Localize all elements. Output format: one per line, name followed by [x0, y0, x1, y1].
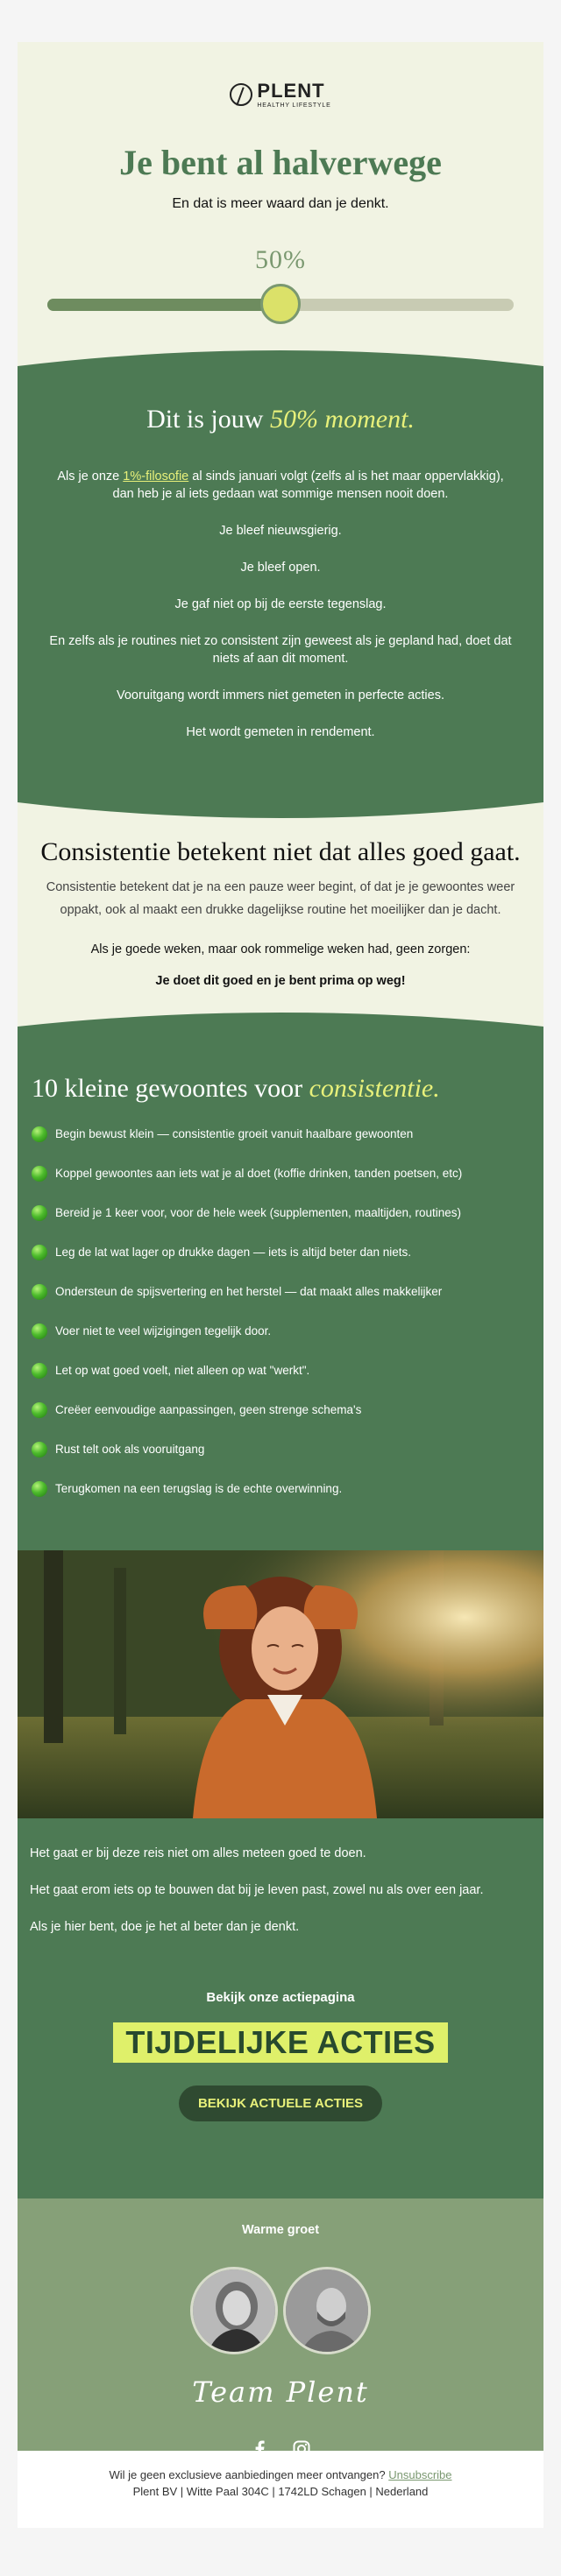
- outro-section: [18, 1818, 543, 2198]
- green-dot-icon: [32, 1402, 47, 1418]
- instagram-icon[interactable]: [293, 2440, 310, 2458]
- habit-text: Rust telt ook als vooruitgang: [55, 1443, 205, 1456]
- green-dot-icon: [32, 1205, 47, 1221]
- green-dot-icon: [32, 1481, 47, 1497]
- avatar: [190, 2267, 278, 2354]
- moment-title-plain: Dit is jouw: [146, 405, 264, 434]
- habits-title: [32, 1074, 529, 1104]
- list-item: [32, 1469, 529, 1508]
- progress-slider: [47, 284, 514, 324]
- outro-paragraph: Het gaat er bij deze reis niet om alles meteen goed te doen.: [30, 1846, 366, 1860]
- list-item: [32, 1390, 529, 1429]
- list-item: [32, 1351, 529, 1390]
- list-item: [32, 1429, 529, 1469]
- habit-text: Koppel gewoontes aan iets wat je al doet (koffie drinken, tanden poetsen, etc): [55, 1167, 463, 1180]
- green-dot-icon: [32, 1166, 47, 1182]
- divider-curve: [18, 799, 543, 825]
- habit-list: [32, 1114, 529, 1508]
- unsubscribe-link[interactable]: Unsubscribe: [388, 2468, 452, 2481]
- green-dot-icon: [32, 1245, 47, 1260]
- header-section: [18, 42, 543, 347]
- green-dot-icon: [32, 1363, 47, 1379]
- green-dot-icon: [32, 1323, 47, 1339]
- consistency-body: Consistentie betekent dat je na een pauze weer begint, of dat je je gewoontes weer oppakt, ook al maakt een drukke dagelijkse routine het moeilijker dan je dacht.: [46, 880, 515, 917]
- greeting-section: [18, 2198, 543, 2451]
- consistency-question: Als je goede weken, maar ook rommelige weken had, geen zorgen:: [90, 942, 471, 956]
- woman-in-sun-image: [18, 1550, 543, 1818]
- cta-kicker: Bekijk onze actiepagina: [206, 1990, 355, 2005]
- habits-section: [18, 1039, 543, 1550]
- logo-icon: [230, 83, 252, 106]
- list-item: [32, 1232, 529, 1272]
- habits-title-accent: consistentie.: [309, 1074, 440, 1103]
- habit-text: Voer niet te veel wijzigingen tegelijk door.: [55, 1324, 272, 1337]
- habit-text: Creëer eenvoudige aanpassingen, geen strenge schema's: [55, 1403, 362, 1416]
- habit-text: Let op wat goed voelt, niet alleen op wat "werkt".: [55, 1364, 310, 1377]
- list-item: [32, 1272, 529, 1311]
- progress-fill: [47, 299, 280, 311]
- moment-paragraph: En zelfs als je routines niet zo consistent zijn geweest als je gepland had, doet dat niets af aan dit moment.: [49, 634, 512, 666]
- moment-section: [18, 378, 543, 799]
- moment-paragraph: Je bleef open.: [240, 561, 321, 575]
- avatar: [283, 2267, 371, 2354]
- moment-paragraph: Je bleef nieuwsgierig.: [219, 524, 342, 538]
- moment-p1-before: Als je onze: [57, 469, 120, 483]
- footer-text: Wil je geen exclusieve aanbiedingen meer ontvangen?: [109, 2468, 386, 2481]
- divider-curve: [18, 347, 543, 378]
- team-member-photo: [286, 2269, 371, 2354]
- green-dot-icon: [32, 1284, 47, 1300]
- facebook-icon[interactable]: [251, 2440, 268, 2458]
- view-actions-button[interactable]: BEKIJK ACTUELE ACTIES: [179, 2086, 382, 2121]
- habits-title-plain: 10 kleine gewoontes voor: [32, 1074, 303, 1103]
- cta-banner[interactable]: TIJDELIJKE ACTIES: [113, 2022, 447, 2063]
- habit-text: Bereid je 1 keer voor, voor de hele week (supplementen, maaltijden, routines): [55, 1206, 462, 1219]
- footer-unsubscribe-line: [18, 2467, 543, 2483]
- list-item: [32, 1154, 529, 1193]
- team-avatars: [18, 2267, 543, 2354]
- habit-text: Begin bewust klein — consistentie groeit vanuit haalbare gewoonten: [55, 1127, 414, 1140]
- list-item: [32, 1193, 529, 1232]
- logo-tagline: HEALTHY LIFESTYLE: [257, 102, 331, 109]
- progress-knob: [260, 284, 301, 324]
- moment-title: [49, 405, 512, 434]
- list-item: [32, 1311, 529, 1351]
- outro-paragraph: Het gaat erom iets op te bouwen dat bij je leven past, zowel nu als over een jaar.: [30, 1883, 484, 1897]
- footer-address: Plent BV | Witte Paal 304C | 1742LD Schagen | Nederland: [132, 2485, 429, 2498]
- moment-paragraph: Je gaf niet op bij de eerste tegenslag.: [174, 597, 387, 611]
- outro-paragraph: Als je hier bent, doe je het al beter dan je denkt.: [30, 1920, 300, 1934]
- logo-word: PLENT: [257, 79, 325, 102]
- greeting-title: Warme groet: [241, 2223, 320, 2237]
- habit-text: Ondersteun de spijsvertering en het herstel — dat maakt alles makkelijker: [55, 1285, 443, 1298]
- consistency-emphasis: Je doet dit goed en je bent prima op weg!: [155, 974, 406, 988]
- moment-p1-after: al sinds januari volgt (zelfs al is het maar oppervlakkig), dan heb je al iets gedaan wat sommige mensen nooit doen.: [112, 469, 504, 501]
- outro-text: [18, 1818, 543, 1964]
- team-member-photo: [193, 2269, 278, 2354]
- habit-text: Terugkomen na een terugslag is de echte overwinning.: [55, 1482, 343, 1495]
- progress-label: 50%: [255, 245, 306, 274]
- moment-paragraph: [49, 468, 512, 503]
- habit-text: Leg de lat wat lager op drukke dagen — iets is altijd beter dan niets.: [55, 1246, 411, 1259]
- filosofie-link[interactable]: 1%-filosofie: [123, 469, 189, 483]
- moment-paragraph: Het wordt gemeten in rendement.: [186, 725, 375, 739]
- page-subtitle: En dat is meer waard dan je denkt.: [172, 196, 389, 211]
- moment-title-accent: 50% moment.: [269, 405, 415, 434]
- team-signature-icon: Team Plent: [192, 2375, 369, 2409]
- list-item: [32, 1114, 529, 1154]
- footer: [18, 2451, 543, 2528]
- green-dot-icon: [32, 1442, 47, 1457]
- hero-photo: [18, 1550, 543, 1818]
- cta-block: [18, 1964, 543, 2172]
- divider-curve: [18, 1009, 543, 1039]
- green-dot-icon: [32, 1126, 47, 1142]
- consistency-section: [18, 825, 543, 1009]
- moment-paragraph: Vooruitgang wordt immers niet gemeten in perfecte acties.: [117, 688, 444, 702]
- page-title: Je bent al halverwege: [119, 143, 442, 182]
- brand-logo[interactable]: [18, 42, 543, 116]
- consistency-title: Consistentie betekent niet dat alles goed gaat.: [40, 837, 521, 866]
